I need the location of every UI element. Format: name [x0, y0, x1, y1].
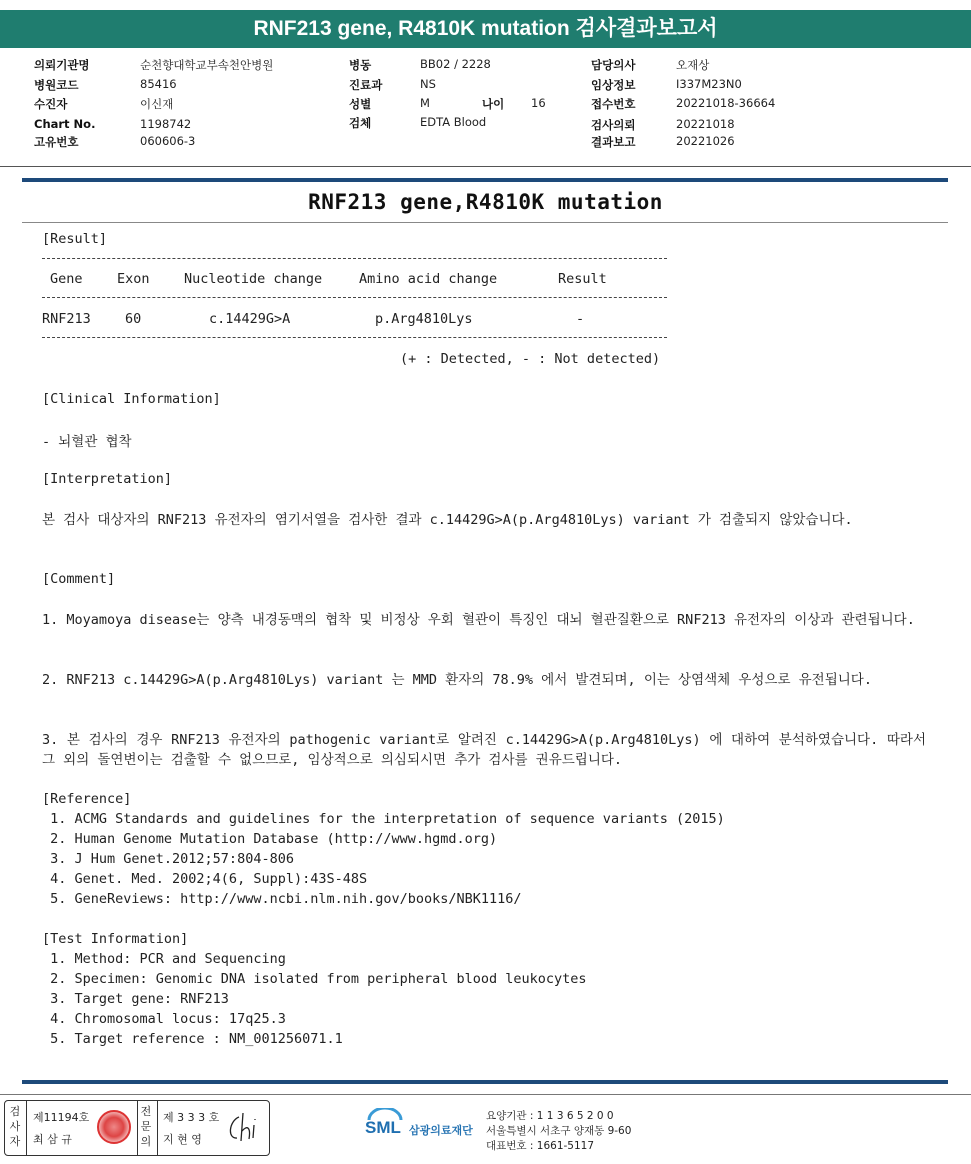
specimen-label: 검체 — [349, 116, 372, 130]
reference-item: 2. Human Genome Mutation Database (http://www.hgmd.org) — [42, 831, 498, 847]
col-header-exon: Exon — [117, 271, 150, 287]
specialist-label — [140, 1104, 152, 1149]
reference-item: 4. Genet. Med. 2002;4(6, Suppl):43S-48S — [42, 871, 368, 887]
sml-logo-text: SML — [365, 1118, 401, 1137]
cell-result: - — [576, 311, 585, 327]
patient-name-value: 이신재 — [140, 97, 174, 111]
foundation-name: 삼광의료재단 — [409, 1124, 473, 1137]
age-label: 나이 — [482, 97, 505, 111]
hospital-code-label: 병원코드 — [34, 78, 79, 92]
report-date-label: 결과보고 — [591, 135, 636, 149]
request-date-label: 검사의뢰 — [591, 118, 636, 132]
tester-license: 제11194호 — [33, 1111, 90, 1124]
reference-item: 1. ACMG Standards and guidelines for the interpretation of sequence variants (2015) — [42, 811, 725, 827]
test-info-item: 1. Method: PCR and Sequencing — [42, 951, 286, 967]
unique-id-value: 060606-3 — [140, 134, 196, 148]
report-title: RNF213 gene,R4810K mutation — [308, 190, 663, 214]
receipt-no-label: 접수번호 — [591, 97, 636, 111]
specimen-value: EDTA Blood — [420, 115, 487, 129]
col-header-nucleotide: Nucleotide change — [184, 271, 323, 287]
footer-separator — [26, 1101, 27, 1155]
comment-item: 3. 본 검사의 경우 RNF213 유전자의 pathogenic variant로 알려진 c.14429G>A(p.Arg4810Lys) 에 대하여 분석하였습니다. 따라서 그 외의 돌연변이는 검출할 수 없으므로, 임상적으로 의심되시면 추가 검사를 권유드립니다. — [42, 732, 926, 768]
comment-heading: [Comment] — [42, 571, 116, 587]
clinical-info-label: 임상정보 — [591, 78, 636, 92]
chart-no-label: Chart No. — [34, 117, 96, 131]
reference-item: 5. GeneReviews: http://www.ncbi.nlm.nih.gov/books/NBK1116/ — [42, 891, 522, 907]
result-heading: [Result] — [42, 231, 108, 247]
report-bottom-rule — [22, 1080, 948, 1084]
report-banner-title: RNF213 gene, R4810K mutation 검사결과보고서 — [0, 10, 971, 48]
ward-label: 병동 — [349, 58, 372, 72]
institution-code: 요양기관 : 1 1 3 6 5 2 0 0 — [486, 1110, 614, 1122]
reference-heading: [Reference] — [42, 791, 132, 807]
signature-box — [4, 1100, 270, 1156]
tester-name: 최 삼 규 — [33, 1133, 72, 1146]
footer-separator — [137, 1101, 138, 1155]
foundation-address: 서울특별시 서초구 양재동 9-60 — [486, 1125, 632, 1137]
footer-divider — [0, 1094, 971, 1095]
department-label: 진료과 — [349, 78, 383, 92]
col-header-amino-acid: Amino acid change — [359, 271, 498, 287]
patient-name-label: 수진자 — [34, 97, 68, 111]
department-value: NS — [420, 77, 436, 91]
test-info-heading: [Test Information] — [42, 931, 189, 947]
cell-gene: RNF213 — [42, 311, 91, 327]
test-info-item: 2. Specimen: Genomic DNA isolated from peripheral blood leukocytes — [42, 971, 587, 987]
report-top-rule — [22, 178, 948, 182]
table-bottom-dashes — [42, 337, 667, 338]
interpretation-heading: [Interpretation] — [42, 471, 173, 487]
sex-label: 성별 — [349, 97, 372, 111]
specialist-license: 제 3 3 3 호 — [163, 1111, 220, 1124]
hospital-code-value: 85416 — [140, 77, 177, 91]
age-value: 16 — [531, 96, 546, 110]
tester-label-char: 사 — [9, 1120, 21, 1133]
col-header-gene: Gene — [50, 271, 83, 287]
test-info-item: 4. Chromosomal locus: 17q25.3 — [42, 1011, 286, 1027]
requesting-institution-label: 의뢰기관명 — [34, 58, 90, 72]
reference-item: 3. J Hum Genet.2012;57:804-806 — [42, 851, 294, 867]
footer-separator — [157, 1101, 158, 1155]
tester-label-char: 검 — [9, 1105, 21, 1118]
cell-amino-acid: p.Arg4810Lys — [375, 311, 473, 327]
physician-label: 담당의사 — [591, 58, 636, 72]
cell-nucleotide: c.14429G>A — [209, 311, 291, 327]
specialist-label-char: 의 — [140, 1135, 152, 1148]
sex-value: M — [420, 96, 430, 110]
receipt-no-value: 20221018-36664 — [676, 96, 776, 110]
report-date-value: 20221026 — [676, 134, 735, 148]
title-divider — [22, 222, 948, 223]
requesting-institution-value: 순천향대학교부속천안병원 — [140, 58, 274, 72]
interpretation-text: 본 검사 대상자의 RNF213 유전자의 염기서열을 검사한 결과 c.14429G>A(p.Arg4810Lys) variant 가 검출되지 않았습니다. — [42, 512, 853, 528]
test-info-item: 5. Target reference : NM_001256071.1 — [42, 1031, 343, 1047]
chart-no-value: 1198742 — [140, 117, 192, 131]
physician-value: 오재상 — [676, 58, 710, 72]
specialist-label-char: 문 — [140, 1120, 152, 1133]
specialist-name: 지 현 영 — [163, 1133, 202, 1146]
signature-icon — [225, 1111, 263, 1145]
cell-exon: 60 — [125, 311, 142, 327]
ward-value: BB02 / 2228 — [420, 57, 491, 71]
table-mid-dashes — [42, 297, 667, 298]
tester-label-char: 자 — [9, 1135, 21, 1148]
comment-item: 2. RNF213 c.14429G>A(p.Arg4810Lys) variant 는 MMD 환자의 78.9% 에서 발견되며, 이는 상염색체 우성으로 유전됩니다. — [42, 672, 872, 688]
clinical-info-heading: [Clinical Information] — [42, 391, 221, 407]
table-top-dashes — [42, 258, 667, 259]
comment-item: 1. Moyamoya disease는 양측 내경동맥의 협착 및 비정상 우회 혈관이 특징인 대뇌 혈관질환으로 RNF213 유전자의 이상과 관련됩니다. — [42, 612, 915, 628]
request-date-value: 20221018 — [676, 117, 735, 131]
clinical-info-value: I337M23N0 — [676, 77, 742, 91]
test-info-item: 3. Target gene: RNF213 — [42, 991, 229, 1007]
detection-legend: (+ : Detected, - : Not detected) — [400, 351, 661, 367]
specialist-label-char: 전 — [140, 1105, 152, 1118]
foundation-phone: 대표번호 : 1661-5117 — [486, 1140, 595, 1152]
header-divider — [0, 166, 971, 167]
col-header-result: Result — [558, 271, 607, 287]
tester-label — [9, 1104, 21, 1149]
clinical-info-text: - 뇌혈관 협착 — [42, 434, 132, 450]
unique-id-label: 고유번호 — [34, 135, 79, 149]
official-seal-icon — [97, 1110, 131, 1144]
